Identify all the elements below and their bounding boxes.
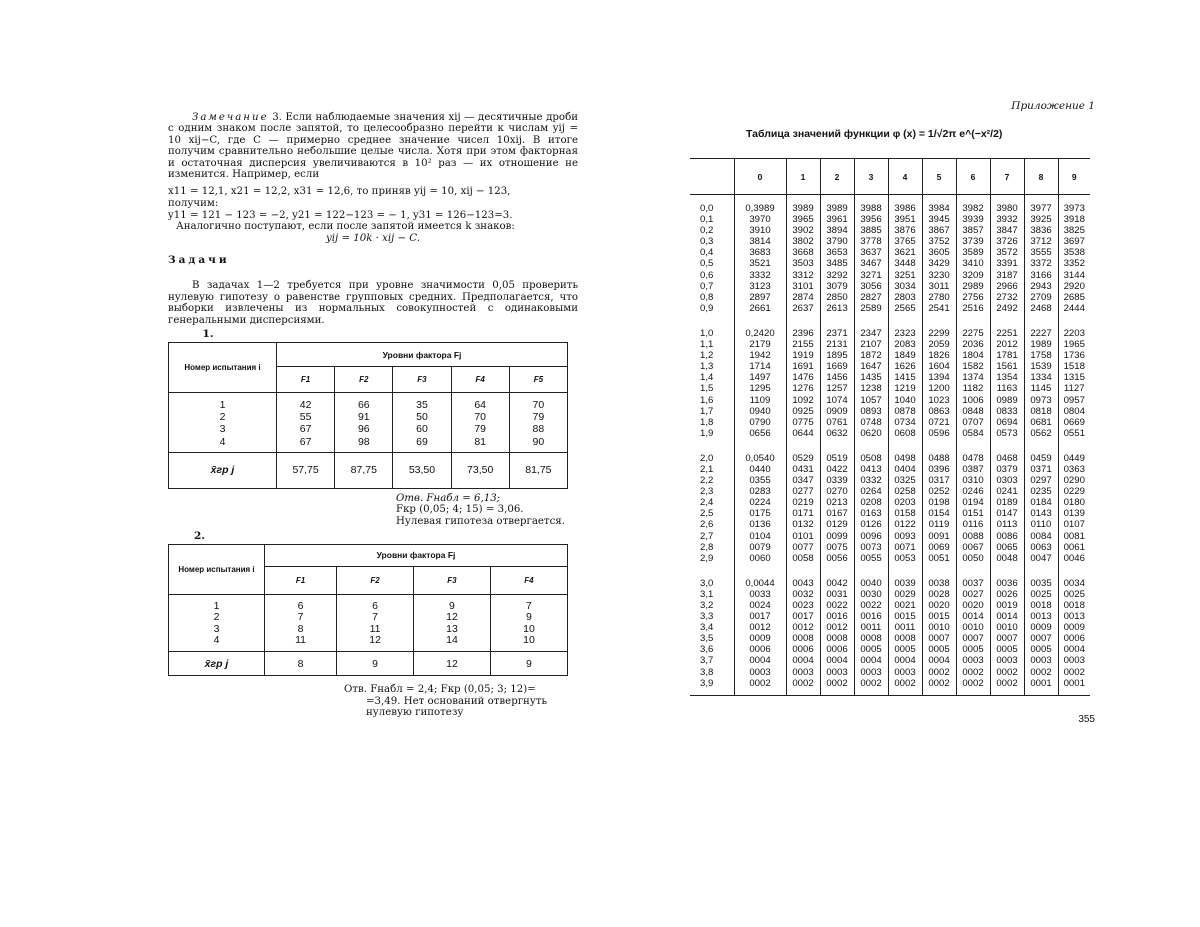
phi-values-col-7: 3980 3932 3847 3726 3572 3391 3187 2966 2732 2492 (990, 195, 1024, 320)
phi-values-col-5: 0488 0396 0317 0252 0198 0154 0119 0091 0069 0051 (922, 445, 956, 570)
t1-col-1: 42 55 67 67 (277, 393, 335, 453)
formula-line-2: получим: (168, 198, 578, 210)
remark-text: 3. Если наблюдаемые значения xij — десятичные дроби с одним знаком после запятой, то целесообразно перейти к числам yij = 10 xij−C, где C — примерно среднее значение чисел 10xij. В итоге получим сравнительно небольшие целые числа. Хотя при этом факторная и остаточная дисперсия увеличиваются в 10² раз — их отношение не изменится. Например, если (168, 112, 578, 180)
phi-values-col-4: 3986 3951 3876 3765 3621 3448 3251 3034 2803 2565 (888, 195, 922, 320)
t1-col-4: 64 70 79 81 (451, 393, 509, 453)
phi-col-header-6: 5 (922, 159, 956, 195)
right-page (690, 100, 1095, 725)
phi-values-col-5: 3984 3945 3867 3752 3605 3429 3230 3011 2780 2541 (922, 195, 956, 320)
phi-values-col-7: 0036 0026 0019 0014 0010 0007 0005 0003 0002 0002 (990, 570, 1024, 695)
t2-header-trial: Номер испытания i (169, 544, 265, 594)
t2-factor-3: F3 (414, 566, 491, 594)
t2-col-4: 7 9 10 10 (490, 594, 567, 651)
phi-block-3 (690, 570, 1090, 695)
phi-values-col-9: 0449 0363 0290 0229 0180 0139 0107 0081 0061 0046 (1058, 445, 1090, 570)
t2-factor-1: F1 (265, 566, 337, 594)
phi-col-header-0 (690, 159, 734, 195)
answer-1-line-1: Отв. Fнабл = 6,13; (396, 493, 572, 505)
answer-2-line-1: Отв. Fнабл = 2,4; Fкр (0,05; 3; 12)= (344, 684, 570, 696)
phi-col-header-9: 8 (1024, 159, 1058, 195)
phi-values-col-0: 0,2420 2179 1942 1714 1497 1295 1109 0940 0790 0656 (734, 320, 786, 445)
task-2-table (168, 544, 568, 676)
t1-col-2: 66 91 96 98 (335, 393, 393, 453)
phi-block-1 (690, 320, 1090, 445)
answer-1-line-2: Fкр (0,05; 4; 15) = 3,06. (396, 504, 572, 516)
phi-values-col-1: 3989 3965 3902 3802 3668 3503 3312 3101 2874 2637 (786, 195, 820, 320)
phi-values-col-9: 2203 1965 1736 1518 1315 1127 0957 0804 0669 0551 (1058, 320, 1090, 445)
t2-col-2: 6 7 11 12 (337, 594, 414, 651)
phi-values-col-1: 0529 0431 0347 0277 0219 0171 0132 0101 0077 0058 (786, 445, 820, 570)
answer-1-line-3: Нулевая гипотеза отвергается. (396, 516, 572, 528)
example-formula (168, 186, 578, 244)
formula-line-4: Аналогично поступают, если после запятой имеется k знаков: (168, 221, 578, 233)
phi-values-col-8: 3977 3925 3836 3712 3555 3372 3166 2943 2709 2468 (1024, 195, 1058, 320)
t1-factor-1: F1 (277, 367, 335, 393)
task-1-number: 1. (168, 328, 248, 340)
phi-table (690, 158, 1090, 696)
t1-mean-2: 87,75 (335, 452, 393, 488)
phi-values-col-8: 0459 0371 0297 0235 0184 0143 0110 0084 0063 0047 (1024, 445, 1058, 570)
remark-lead: Замечание (192, 112, 269, 123)
t1-mean-label: x̄гр j (169, 452, 277, 488)
phi-values-col-9: 3973 3918 3825 3697 3538 3352 3144 2920 2685 2444 (1058, 195, 1090, 320)
phi-values-col-1: 2396 2155 1919 1691 1476 1276 1092 0925 0775 0644 (786, 320, 820, 445)
task-1-answer (396, 493, 572, 528)
phi-values-col-6: 3982 3939 3857 3739 3589 3410 3209 2989 2756 2516 (956, 195, 990, 320)
phi-values-col-2: 3989 3961 3894 3790 3653 3485 3292 3079 2850 2613 (820, 195, 854, 320)
phi-values-col-8: 0035 0025 0018 0013 0009 0007 0005 0003 0002 0001 (1024, 570, 1058, 695)
formula-line-3: y11 = 121 − 123 = −2, y21 = 122−123 = − 1, y31 = 126−123=3. (168, 210, 578, 222)
phi-values-col-3: 0040 0030 0022 0016 0011 0008 0005 0004 0003 0002 (854, 570, 888, 695)
phi-block-2 (690, 445, 1090, 570)
phi-values-col-0: 0,0540 0440 0355 0283 0224 0175 0136 0104 0079 0060 (734, 445, 786, 570)
phi-col-header-7: 6 (956, 159, 990, 195)
t2-mean-label: x̄гр j (169, 652, 265, 676)
t2-col-3: 9 12 13 14 (414, 594, 491, 651)
tasks-intro: В задачах 1—2 требуется при уровне значимости 0,05 проверить нулевую гипотезу о равенстве групповых средних. Предполагается, что выборки извлечены из нормальных совокупностей с одинаковыми генеральными дисперсиями. (168, 280, 578, 326)
left-page (168, 112, 578, 719)
page-number: 355 (690, 714, 1095, 725)
t2-mean-4: 9 (490, 652, 567, 676)
running-header: Приложение 1 (690, 100, 1095, 112)
t1-header-levels: Уровни фактора Fj (277, 343, 568, 367)
t1-header-trial: Номер испытания i (169, 343, 277, 393)
phi-values-col-1: 0043 0032 0023 0017 0012 0008 0006 0004 0003 0002 (786, 570, 820, 695)
t1-factor-4: F4 (451, 367, 509, 393)
t2-mean-1: 8 (265, 652, 337, 676)
phi-values-col-3: 2347 2107 1872 1647 1435 1238 1057 0893 0748 0620 (854, 320, 888, 445)
phi-values-col-2: 2371 2131 1895 1669 1456 1257 1074 0909 0761 0632 (820, 320, 854, 445)
phi-values-col-0: 0,0044 0033 0024 0017 0012 0009 0006 0004 0003 0002 (734, 570, 786, 695)
t1-mean-1: 57,75 (277, 452, 335, 488)
phi-col-header-10: 9 (1058, 159, 1090, 195)
tasks-heading: Задачи (168, 254, 578, 266)
t2-header-levels: Уровни фактора Fj (265, 544, 568, 566)
phi-values-col-6: 0478 0387 0310 0246 0194 0151 0116 0088 0067 0050 (956, 445, 990, 570)
phi-values-col-2: 0042 0031 0022 0016 0012 0008 0006 0004 0003 0002 (820, 570, 854, 695)
t1-mean-4: 73,50 (451, 452, 509, 488)
t1-col-3: 35 50 60 69 (393, 393, 451, 453)
phi-x-values: 2,0 2,1 2,2 2,3 2,4 2,5 2,6 2,7 2,8 2,9 (690, 445, 734, 570)
t2-factor-4: F4 (490, 566, 567, 594)
t2-trial-numbers: 1 2 3 4 (169, 594, 265, 651)
phi-col-header-8: 7 (990, 159, 1024, 195)
phi-values-col-6: 2275 2036 1804 1582 1374 1182 1006 0848 0707 0584 (956, 320, 990, 445)
t2-mean-3: 12 (414, 652, 491, 676)
phi-values-col-7: 0468 0379 0303 0241 0189 0147 0113 0086 0065 0048 (990, 445, 1024, 570)
phi-block-0 (690, 195, 1090, 320)
t2-col-1: 6 7 8 11 (265, 594, 337, 651)
phi-values-col-3: 0508 0413 0332 0264 0208 0163 0126 0096 0073 0055 (854, 445, 888, 570)
task-1-table (168, 342, 568, 489)
t1-mean-5: 81,75 (509, 452, 567, 488)
t1-mean-3: 53,50 (393, 452, 451, 488)
phi-col-header-5: 4 (888, 159, 922, 195)
remark-paragraph (168, 112, 578, 180)
phi-values-col-9: 0034 0025 0018 0013 0009 0006 0004 0003 0002 0001 (1058, 570, 1090, 695)
t1-factor-2: F2 (335, 367, 393, 393)
phi-values-col-8: 2227 1989 1758 1539 1334 1145 0973 0818 0681 0562 (1024, 320, 1058, 445)
t1-factor-3: F3 (393, 367, 451, 393)
phi-values-col-2: 0519 0422 0339 0270 0213 0167 0129 0099 0075 0056 (820, 445, 854, 570)
phi-values-col-3: 3988 3956 3885 3778 3637 3467 3271 3056 2827 2589 (854, 195, 888, 320)
t2-factor-2: F2 (337, 566, 414, 594)
phi-values-col-4: 0039 0029 0021 0015 0011 0008 0005 0004 0003 0002 (888, 570, 922, 695)
phi-x-values: 3,0 3,1 3,2 3,3 3,4 3,5 3,6 3,7 3,8 3,9 (690, 570, 734, 695)
t1-trial-numbers: 1 2 3 4 (169, 393, 277, 453)
phi-values-col-4: 2323 2083 1849 1626 1415 1219 1040 0878 0734 0608 (888, 320, 922, 445)
phi-x-values: 1,0 1,1 1,2 1,3 1,4 1,5 1,6 1,7 1,8 1,9 (690, 320, 734, 445)
task-2-number: 2. (168, 530, 228, 542)
phi-values-col-5: 0038 0028 0020 0015 0010 0007 0005 0004 0002 0002 (922, 570, 956, 695)
phi-values-col-0: 0,3989 3970 3910 3814 3683 3521 3332 3123 2897 2661 (734, 195, 786, 320)
phi-x-values: 0,0 0,1 0,2 0,3 0,4 0,5 0,6 0,7 0,8 0,9 (690, 195, 734, 320)
phi-col-header-4: 3 (854, 159, 888, 195)
phi-values-col-5: 2299 2059 1826 1604 1394 1200 1023 0863 0721 0596 (922, 320, 956, 445)
task-2-answer (344, 684, 570, 719)
phi-values-col-4: 0498 0404 0325 0258 0203 0158 0122 0093 0071 0053 (888, 445, 922, 570)
formula-line-5: yij = 10k · xij − C. (168, 233, 578, 245)
phi-col-header-1: 0 (734, 159, 786, 195)
phi-values-col-6: 0037 0027 0020 0014 0010 0007 0005 0003 0002 0002 (956, 570, 990, 695)
phi-col-header-2: 1 (786, 159, 820, 195)
t1-factor-5: F5 (509, 367, 567, 393)
t1-col-5: 70 79 88 90 (509, 393, 567, 453)
phi-col-header-3: 2 (820, 159, 854, 195)
phi-values-col-7: 2251 2012 1781 1561 1354 1163 0989 0833 0694 0573 (990, 320, 1024, 445)
formula-line-1: x11 = 12,1, x21 = 12,2, x31 = 12,6, то приняв yij = 10, xij − 123, (168, 186, 578, 198)
table-caption: Таблица значений функции φ (x) = 1/√2π e^(−x²/2) (746, 128, 1095, 140)
t2-mean-2: 9 (337, 652, 414, 676)
answer-2-line-2: =3,49. Нет оснований отвергнуть нулевую гипотезу (344, 696, 570, 719)
